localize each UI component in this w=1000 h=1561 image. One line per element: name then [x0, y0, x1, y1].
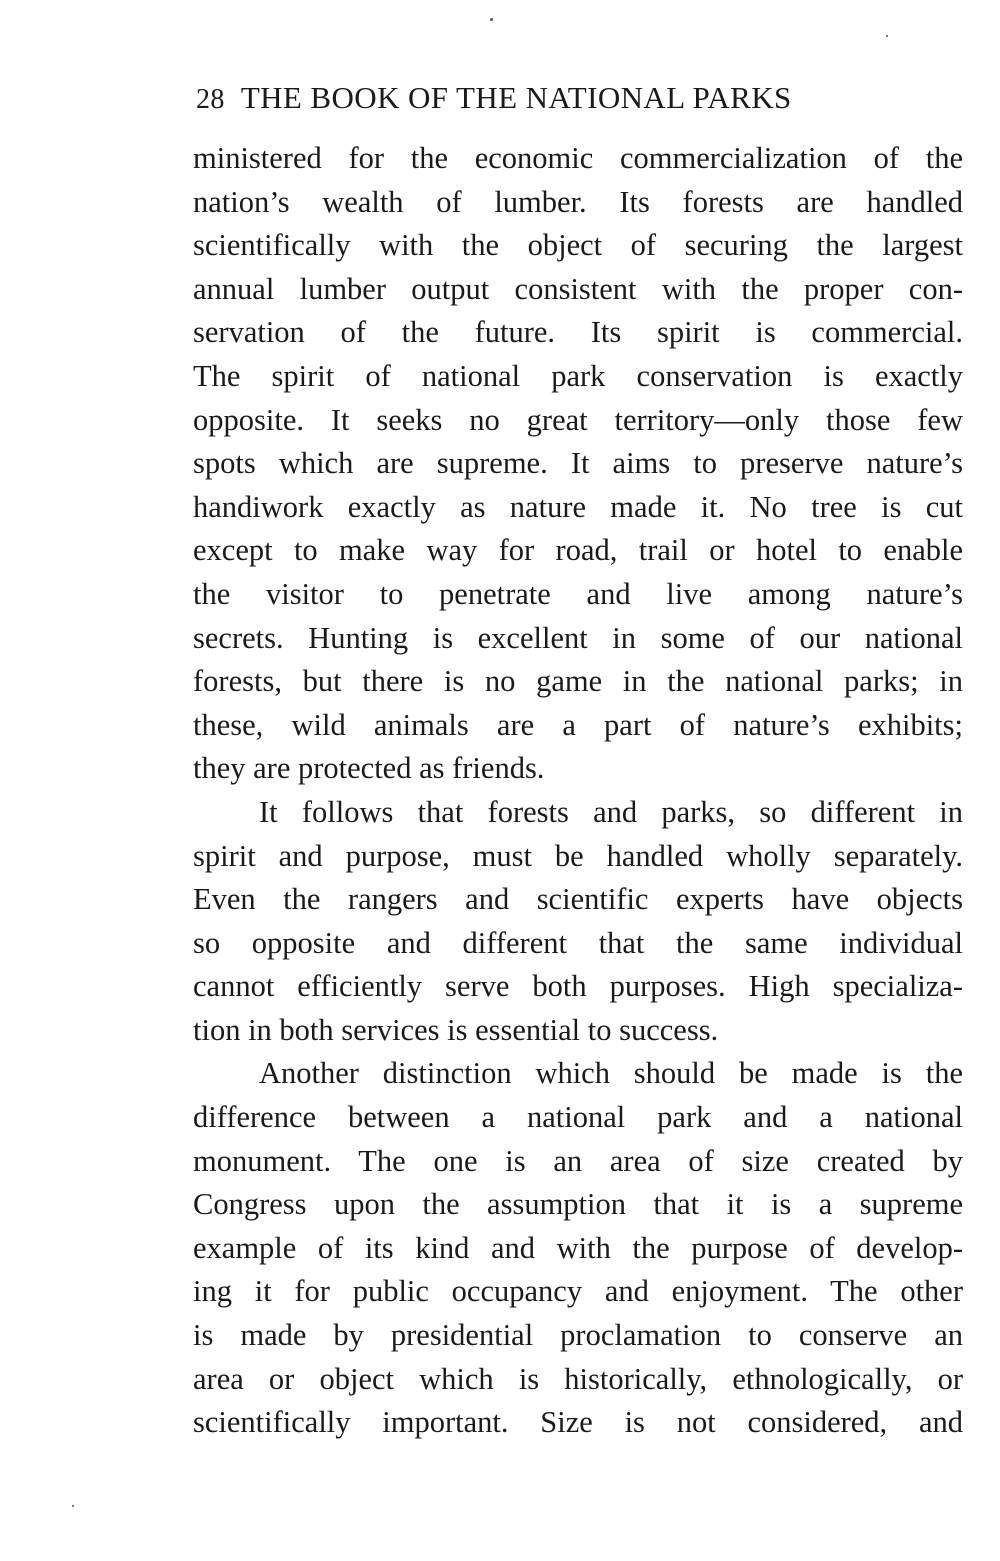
text-line: is made by presidential proclamation to conserve an: [193, 1318, 963, 1353]
text-line: handiwork exactly as nature made it. No tree is cut: [193, 489, 963, 524]
text-line: scientifically important. Size is not considered, and: [193, 1405, 963, 1440]
text-line: example of its kind and with the purpose of develop-: [193, 1230, 963, 1265]
text-line: these, wild animals are a part of nature’s exhibits;: [193, 707, 963, 742]
text-line: spirit and purpose, must be handled wholly separately.: [193, 838, 963, 873]
print-speck: [490, 18, 493, 21]
text-line: difference between a national park and a national: [193, 1100, 963, 1135]
text-line: The spirit of national park conservation is exactly: [193, 358, 963, 393]
body-text: [193, 137, 963, 1445]
text-line: nation’s wealth of lumber. Its forests are handled: [193, 184, 963, 219]
text-line: opposite. It seeks no great territory—only those few: [193, 402, 963, 437]
text-line: the visitor to penetrate and live among nature’s: [193, 576, 963, 611]
text-line: so opposite and different that the same individual: [193, 925, 963, 960]
paragraph: [193, 791, 963, 1053]
print-speck: [72, 1505, 74, 1507]
text-line: forests, but there is no game in the national parks; in: [193, 664, 963, 699]
text-line: cannot efficiently serve both purposes. High specializa-: [193, 969, 963, 1004]
paragraph: [193, 1052, 963, 1444]
text-line: Even the rangers and scientific experts have objects: [193, 882, 963, 917]
text-line: they are protected as friends.: [193, 751, 545, 786]
print-speck: [886, 35, 888, 37]
page-number: 28: [196, 84, 225, 115]
text-line: ing it for public occupancy and enjoyment. The other: [193, 1274, 963, 1309]
text-line: spots which are supreme. It aims to preserve nature’s: [193, 446, 963, 481]
text-line: servation of the future. Its spirit is commercial.: [193, 315, 963, 350]
text-line: secrets. Hunting is excellent in some of our national: [193, 620, 963, 655]
text-line: It follows that forests and parks, so different in: [259, 794, 963, 829]
paragraph: [193, 137, 963, 791]
text-line: area or object which is historically, ethnologically, or: [193, 1361, 963, 1396]
text-line: tion in both services is essential to success.: [193, 1012, 719, 1047]
text-line: annual lumber output consistent with the proper con-: [193, 271, 963, 306]
text-line: ministered for the economic commercialization of the: [193, 141, 963, 175]
running-title: THE BOOK OF THE NATIONAL PARKS: [240, 80, 792, 115]
text-line: Congress upon the assumption that it is a supreme: [193, 1187, 963, 1222]
text-line: monument. The one is an area of size created by: [193, 1143, 963, 1178]
text-line: Another distinction which should be made is the: [259, 1056, 963, 1091]
running-head: [196, 76, 910, 120]
text-line: scientifically with the object of securing the largest: [193, 228, 963, 263]
text-line: except to make way for road, trail or hotel to enable: [193, 533, 963, 568]
